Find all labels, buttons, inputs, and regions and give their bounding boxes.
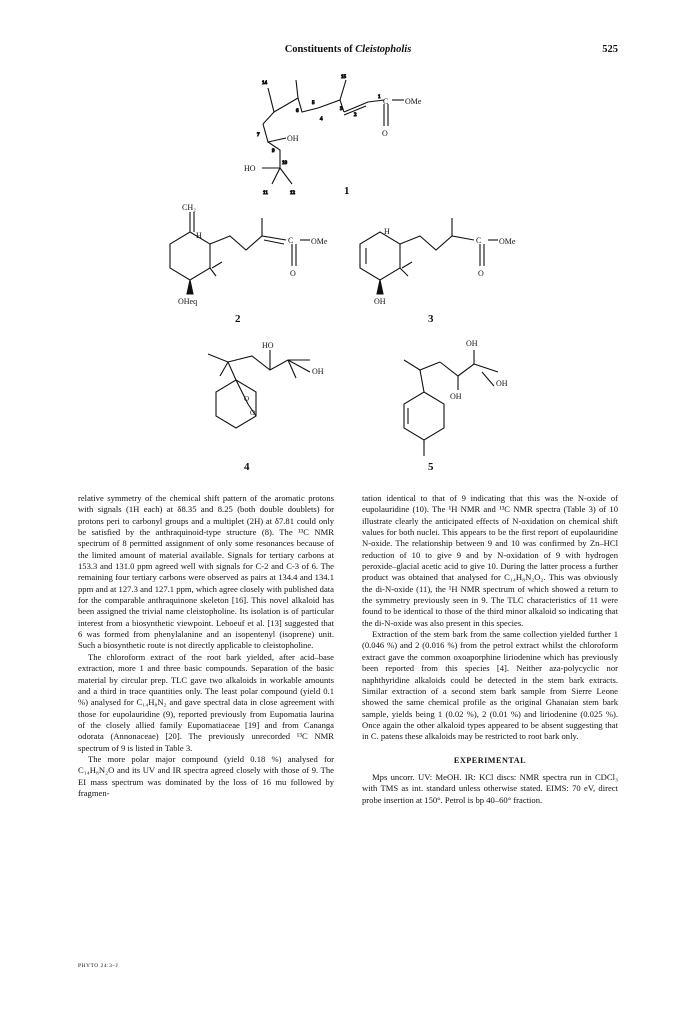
compound-label: 4 (244, 461, 250, 473)
atom-label: 6 (296, 109, 299, 114)
atom-label: OMe (405, 97, 422, 106)
paragraph: tation identical to that of 9 indicating that this was the N-oxide of eupolauridine (10). The ¹H NMR and ¹³C NMR spectra (Table 3) of 10 illustrate clearly the anticipated effects of N-oxidation on chemical shift values for both nuclei. This appears to be the first report of eupolauridine N-oxide. The relationship between 9 and 10 was confirmed by Zn–HCl reduction of 10 to give 9 and by N-oxidation of 9 with hydrogen peroxide–glacial acetic acid to give 10. During the latter process a further product was obtained that analysed for C₁₄H₈N₂O₂. This was obviously the di-N-oxide (11), the ¹H NMR spectrum of which showed a return to the symmetry previously seen in 9. The TLC characteristics of 11 were found to be identical to those of the third minor alkaloid so indicating that the di-N-oxide was also present in this species. (362, 493, 618, 628)
atom-label: 1 (378, 95, 381, 100)
atom-label: O (244, 395, 250, 403)
structure-compound-2 (170, 203, 328, 325)
paragraph: Mps uncorr. UV: MeOH. IR: KCl discs: NMR spectra run in CDCl₃ with TMS as int. standard unless otherwise stated. EIMS: 70 eV, direct probe insertion at 150°. Petrol is bp 40–60° fraction. (362, 771, 618, 805)
atom-label: OMe (311, 237, 328, 246)
atom-label: HO (244, 164, 256, 173)
atom-label: H (384, 227, 390, 236)
atom-label: O (290, 269, 296, 278)
chemical-structures-figure (0, 60, 696, 490)
compound-label: 2 (235, 313, 241, 325)
paragraph: relative symmetry of the chemical shift pattern of the aromatic protons with signals (1H each) at δ8.35 and 8.25 (both double doublets) for protons peri to carbonyl groups and a multiplet (2H) at δ7.81 could only be satisfied by the anthraquinoid-type structure (8). The ¹³C NMR spectrum of 8 permitted assignment of only some resonances because of the limited amount of material available. Signals for tertiary carbons at 153.3 and 131.0 ppm agreed well with signals for C-2 and C-3 of 6. The remaining four tertiary carbons were observed as pairs at 134.4 and 134.1 ppm and at 127.3 and 127.1 ppm, which agree closely with published data for the comparable anthraquinone skeleton [16]. This novel alkaloid has been assigned the trivial name cleistopholine. Its isolation is of particular interest from a biosynthetic viewpoint. Leboeuf et al. [13] suggested that 6 was formed from phenylalanine and an isopentenyl (isoprene) unit. Such a biosynthetic route is not directly applicable to cleistopholine. (78, 493, 334, 651)
atom-label: OHeq (178, 297, 198, 306)
atom-label: OMe (499, 237, 516, 246)
atom-label: 4 (320, 117, 323, 122)
atom-label: C (383, 97, 389, 106)
structure-compound-3 (360, 218, 516, 325)
atom-label: 14 (262, 81, 267, 86)
atom-label: OH (450, 392, 462, 401)
atom-label: 12 (290, 191, 295, 196)
atom-label: 15 (341, 75, 346, 80)
atom-label: 10 (282, 161, 287, 166)
atom-label: OH (287, 134, 299, 143)
atom-label: OH (496, 379, 508, 388)
atom-label: O (382, 129, 388, 138)
atom-label: OH (312, 367, 324, 376)
atom-label: CH₂ (182, 203, 196, 212)
atom-label: C (476, 236, 482, 245)
right-text-column (362, 493, 618, 806)
compound-label: 1 (344, 185, 350, 197)
atom-label: C (288, 236, 294, 245)
section-heading: EXPERIMENTAL (453, 755, 527, 765)
paragraph: The more polar major compound (yield 0.18 %) analysed for C₁₄H₈N₂O and its UV and IR spectra agreed closely with those of 9. The EI mass spectrum was dominated by the loss of 16 mu followed by fragmen- (78, 753, 334, 798)
atom-label: HO (262, 341, 274, 350)
left-text-column (78, 493, 334, 799)
footer-code: PHYTO 24:3–J (78, 963, 119, 969)
page-number: 525 (602, 44, 618, 55)
atom-label: 9 (272, 149, 275, 154)
atom-label: OH (466, 339, 478, 348)
atom-label: 11 (263, 191, 268, 196)
paragraph: Extraction of the stem bark from the same collection yielded further 1 (0.046 %) and 2 (0.016 %) from the petrol extract whilst the chloroform extract gave the common oxoaporphine liriodenine which has previously been reported from this species [4]. Neither aza-polycyclic nor naphthyridine alkaloids could be detected in the stem bark extracts. Similar extraction of a second stem bark sample from Sierre Leone showed the same chemical profile as the original Ghanaian stem bark sample, yields being 1 (0.02 %), 2 (0.01 %) and liriodenine (0.025 %). Once again the other alkaloid types appeared to be absent suggesting that in C. patens these alkaloids may be restricted to root bark only. (362, 629, 618, 742)
structure-compound-5 (404, 339, 508, 473)
running-title: Constituents of Cleistopholis (284, 44, 412, 55)
atom-label: 3 (340, 107, 343, 112)
atom-label: 7 (257, 133, 260, 138)
compound-label: 3 (428, 313, 434, 325)
atom-label: O (478, 269, 484, 278)
compound-label: 5 (428, 461, 434, 473)
atom-label: H (196, 231, 202, 240)
running-header (0, 44, 696, 60)
atom-label: 5 (312, 101, 315, 106)
atom-label: O (250, 409, 256, 417)
paragraph: The chloroform extract of the root bark yielded, after acid–base extraction, more 1 and three basic compounds. Separation of the basic material by circular prep. TLC gave two alkaloids in workable amounts and a third in trace quantities only. The least polar compound (yield 0.1 %) analysed for C₁₄H₈N₂ and gave spectral data in close agreement with those for eupolauridine (9), reported previously from Eupomatia laurina of the closely allied family Eupomatiaceae [19] and from Cananga odorata (Annonaceae) [20]. The previously unrecorded ¹³C NMR spectrum of 9 is listed in Table 3. (78, 651, 334, 753)
structure-compound-4 (208, 341, 324, 473)
atom-label: OH (374, 297, 386, 306)
structure-compound-1 (244, 75, 422, 197)
atom-label: 2 (354, 113, 357, 118)
